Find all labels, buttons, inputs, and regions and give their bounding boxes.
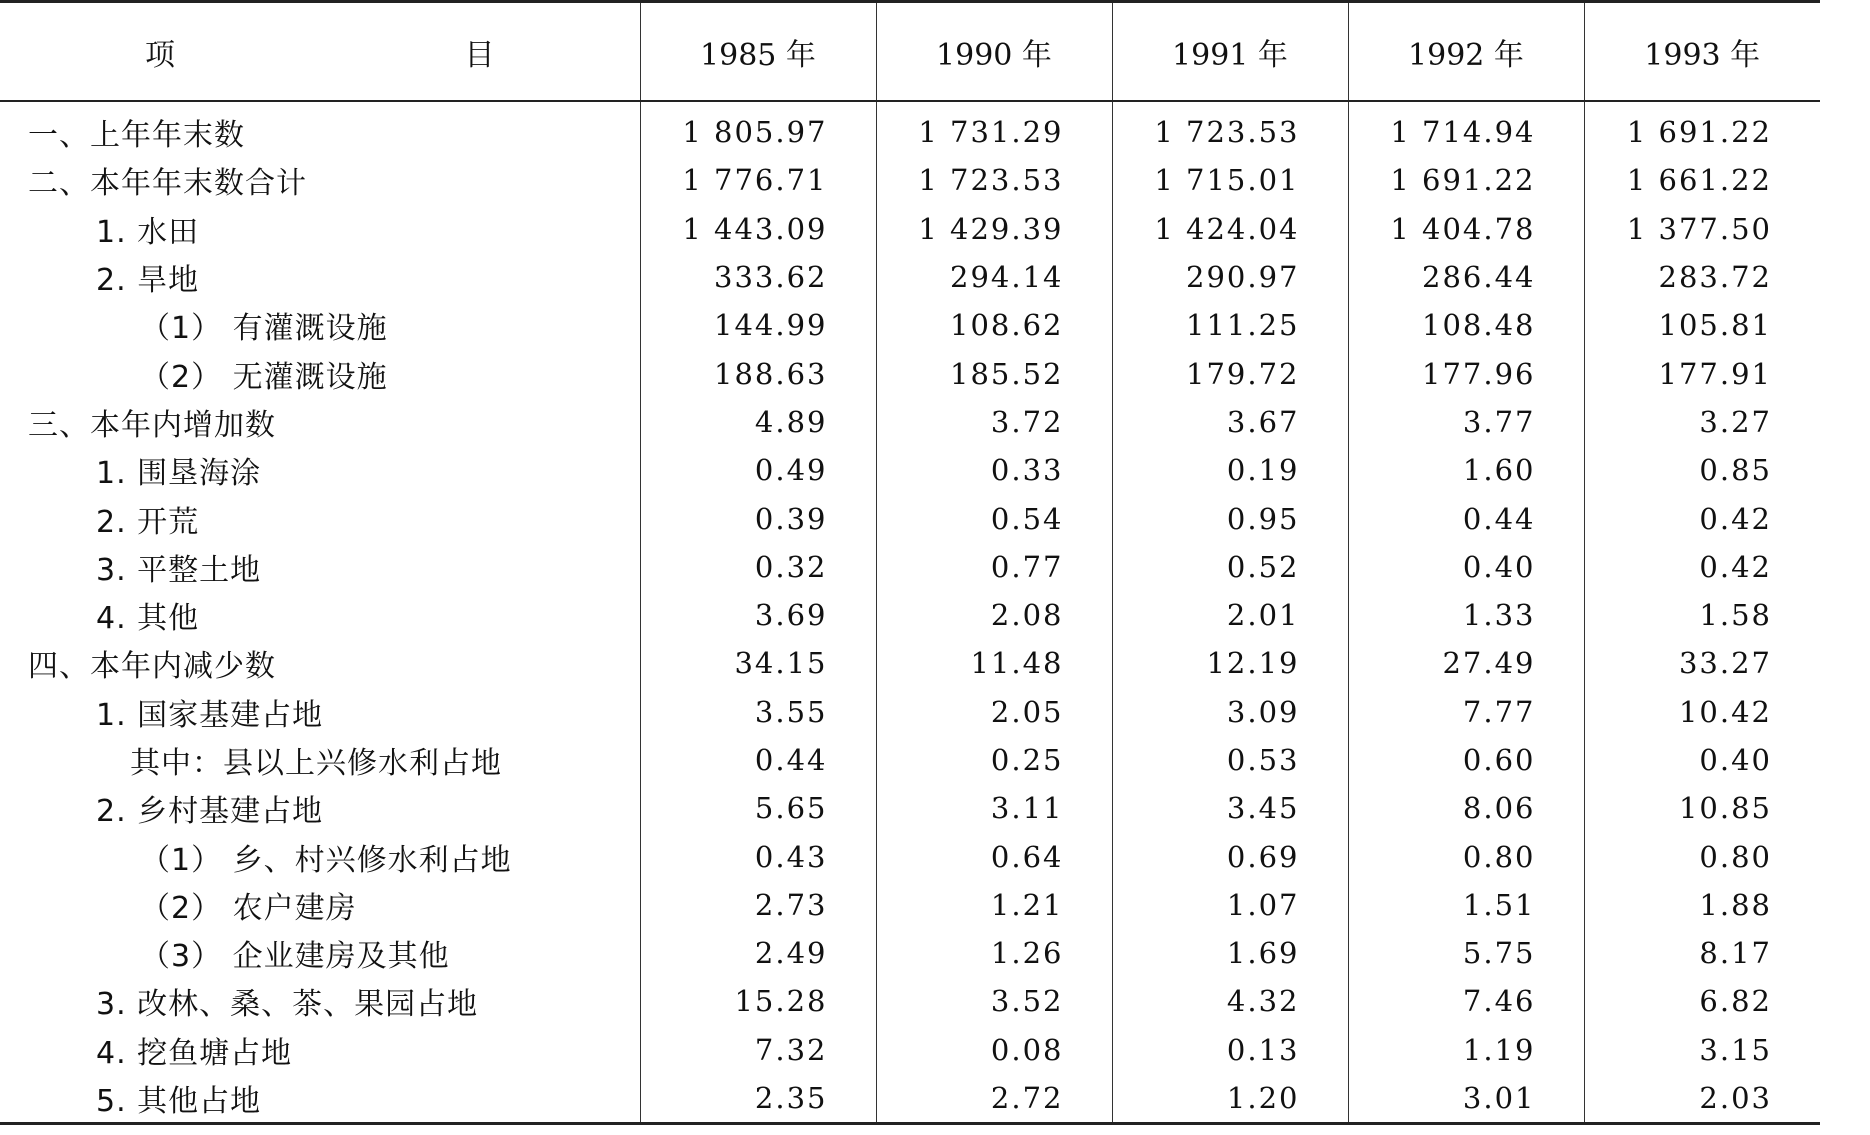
value-cell: 290.97 [1112, 253, 1348, 301]
value-cell: 1.69 [1112, 929, 1348, 977]
header-1985: 1985 年 [640, 3, 876, 101]
row-label: 1. 国家基建占地 [96, 697, 324, 733]
table-row [0, 398, 1820, 446]
value-cell: 1 661.22 [1584, 156, 1820, 204]
value-cell: 1 429.39 [876, 205, 1112, 253]
row-label: 4. 其他 [96, 601, 200, 637]
value-cell: 144.99 [640, 301, 876, 349]
value-cell: 1.88 [1584, 881, 1820, 929]
row-label: 5. 其他占地 [0, 1074, 640, 1124]
table-row [0, 977, 1820, 1025]
row-label: 3. 改林、桑、茶、果园占地 [96, 987, 479, 1023]
value-cell: 5.75 [1348, 929, 1584, 977]
value-cell: 8.17 [1584, 929, 1820, 977]
row-label: （3） 企业建房及其他 [140, 939, 450, 975]
table-row [0, 784, 1820, 832]
value-cell: 7.32 [640, 1026, 876, 1074]
data-table [0, 3, 1820, 1125]
table-row [0, 446, 1820, 494]
value-cell: 1.19 [1348, 1026, 1584, 1074]
value-cell: 105.81 [1584, 301, 1820, 349]
value-cell: 12.19 [1112, 639, 1348, 687]
row-label: 其中：县以上兴修水利占地 [130, 746, 502, 781]
value-cell: 4.32 [1112, 977, 1348, 1025]
value-cell: 0.80 [1584, 832, 1820, 880]
row-label: 3. 平整土地 [96, 552, 262, 588]
value-cell: 3.55 [640, 688, 876, 736]
value-cell: 0.40 [1584, 736, 1820, 784]
value-cell: 1 691.22 [1584, 101, 1820, 156]
value-cell: 4.89 [640, 398, 876, 446]
row-label: 三、本年内增加数 [28, 407, 276, 443]
value-cell: 0.77 [876, 543, 1112, 591]
table-row [0, 543, 1820, 591]
row-label: （1） 有灌溉设施 [140, 311, 388, 347]
value-cell: 2.73 [640, 881, 876, 929]
value-cell: 0.49 [640, 446, 876, 494]
value-cell: 0.42 [1584, 543, 1820, 591]
row-label: 1. 水田 [96, 214, 200, 250]
table-row [0, 1074, 1820, 1124]
value-cell: 2.72 [876, 1074, 1112, 1124]
value-cell: 3.72 [876, 398, 1112, 446]
value-cell: 33.27 [1584, 639, 1820, 687]
table-row [0, 301, 1820, 349]
value-cell: 2.08 [876, 591, 1112, 639]
value-cell: 34.15 [640, 639, 876, 687]
header-1990: 1990 年 [876, 3, 1112, 101]
value-cell: 0.64 [876, 832, 1112, 880]
value-cell: 0.19 [1112, 446, 1348, 494]
value-cell: 179.72 [1112, 349, 1348, 397]
table-row [0, 205, 1820, 253]
value-cell: 3.15 [1584, 1026, 1820, 1074]
value-cell: 3.01 [1348, 1074, 1584, 1124]
value-cell: 283.72 [1584, 253, 1820, 301]
header-1991: 1991 年 [1112, 3, 1348, 101]
value-cell: 7.77 [1348, 688, 1584, 736]
value-cell: 2.05 [876, 688, 1112, 736]
table-row [0, 832, 1820, 880]
table-row [0, 639, 1820, 687]
row-label: 1. 围垦海涂 [96, 456, 262, 492]
value-cell: 0.25 [876, 736, 1112, 784]
value-cell: 1 715.01 [1112, 156, 1348, 204]
row-label: （2） 无灌溉设施 [140, 359, 388, 395]
value-cell: 3.69 [640, 591, 876, 639]
value-cell: 1 731.29 [876, 101, 1112, 156]
value-cell: 185.52 [876, 349, 1112, 397]
value-cell: 108.62 [876, 301, 1112, 349]
value-cell: 7.46 [1348, 977, 1584, 1025]
value-cell: 333.62 [640, 253, 876, 301]
value-cell: 0.80 [1348, 832, 1584, 880]
row-label: （1） 乡、村兴修水利占地 [140, 842, 512, 878]
row-label: 一、上年年末数 [28, 118, 245, 154]
table-row [0, 349, 1820, 397]
value-cell: 0.33 [876, 446, 1112, 494]
value-cell: 10.85 [1584, 784, 1820, 832]
value-cell: 11.48 [876, 639, 1112, 687]
table-row [0, 156, 1820, 204]
value-cell: 2.03 [1584, 1074, 1820, 1124]
value-cell: 1.21 [876, 881, 1112, 929]
value-cell: 1.07 [1112, 881, 1348, 929]
table-header [0, 3, 1820, 101]
value-cell: 3.52 [876, 977, 1112, 1025]
value-cell: 0.42 [1584, 494, 1820, 542]
row-label: 二、本年年末数合计 [28, 166, 307, 202]
value-cell: 2.49 [640, 929, 876, 977]
value-cell: 1 723.53 [876, 156, 1112, 204]
value-cell: 2.35 [640, 1074, 876, 1124]
value-cell: 1 377.50 [1584, 205, 1820, 253]
value-cell: 0.40 [1348, 543, 1584, 591]
value-cell: 0.60 [1348, 736, 1584, 784]
header-1992: 1992 年 [1348, 3, 1584, 101]
value-cell: 1 714.94 [1348, 101, 1584, 156]
table-row [0, 1026, 1820, 1074]
value-cell: 1 424.04 [1112, 205, 1348, 253]
header-item: 项 目 [0, 3, 640, 101]
value-cell: 108.48 [1348, 301, 1584, 349]
value-cell: 1 691.22 [1348, 156, 1584, 204]
value-cell: 1.60 [1348, 446, 1584, 494]
table-row [0, 688, 1820, 736]
value-cell: 0.44 [640, 736, 876, 784]
value-cell: 6.82 [1584, 977, 1820, 1025]
value-cell: 0.32 [640, 543, 876, 591]
row-label: （2） 农户建房 [140, 890, 357, 926]
value-cell: 1 805.97 [640, 101, 876, 156]
value-cell: 177.91 [1584, 349, 1820, 397]
value-cell: 1.58 [1584, 591, 1820, 639]
value-cell: 1.20 [1112, 1074, 1348, 1124]
value-cell: 27.49 [1348, 639, 1584, 687]
value-cell: 3.27 [1584, 398, 1820, 446]
value-cell: 294.14 [876, 253, 1112, 301]
value-cell: 1 443.09 [640, 205, 876, 253]
value-cell: 1 404.78 [1348, 205, 1584, 253]
value-cell: 1.33 [1348, 591, 1584, 639]
value-cell: 0.95 [1112, 494, 1348, 542]
value-cell: 0.52 [1112, 543, 1348, 591]
value-cell: 0.85 [1584, 446, 1820, 494]
value-cell: 3.67 [1112, 398, 1348, 446]
value-cell: 177.96 [1348, 349, 1584, 397]
table-row [0, 736, 1820, 784]
row-label: 4. 挖鱼塘占地 [96, 1035, 293, 1071]
value-cell: 0.44 [1348, 494, 1584, 542]
value-cell: 3.77 [1348, 398, 1584, 446]
value-cell: 15.28 [640, 977, 876, 1025]
value-cell: 111.25 [1112, 301, 1348, 349]
table-row [0, 929, 1820, 977]
value-cell: 3.45 [1112, 784, 1348, 832]
header-1993: 1993 年 [1584, 3, 1820, 101]
value-cell: 5.65 [640, 784, 876, 832]
value-cell: 0.43 [640, 832, 876, 880]
table-row [0, 881, 1820, 929]
table-row [0, 591, 1820, 639]
value-cell: 0.69 [1112, 832, 1348, 880]
value-cell: 1 723.53 [1112, 101, 1348, 156]
row-label: 2. 乡村基建占地 [96, 794, 324, 830]
row-label: 2. 旱地 [96, 263, 200, 299]
value-cell: 2.01 [1112, 591, 1348, 639]
value-cell: 8.06 [1348, 784, 1584, 832]
value-cell: 188.63 [640, 349, 876, 397]
value-cell: 0.08 [876, 1026, 1112, 1074]
value-cell: 1 776.71 [640, 156, 876, 204]
value-cell: 286.44 [1348, 253, 1584, 301]
table-row [0, 253, 1820, 301]
value-cell: 0.13 [1112, 1026, 1348, 1074]
value-cell: 10.42 [1584, 688, 1820, 736]
row-label: 2. 开荒 [96, 504, 200, 540]
value-cell: 0.39 [640, 494, 876, 542]
value-cell: 1.51 [1348, 881, 1584, 929]
table-row [0, 494, 1820, 542]
value-cell: 1.26 [876, 929, 1112, 977]
value-cell: 3.09 [1112, 688, 1348, 736]
header-row [0, 3, 1820, 101]
row-label: 四、本年内减少数 [28, 649, 276, 685]
table-row [0, 101, 1820, 156]
value-cell: 0.54 [876, 494, 1112, 542]
value-cell: 0.53 [1112, 736, 1348, 784]
value-cell: 3.11 [876, 784, 1112, 832]
table-body [0, 101, 1820, 1124]
